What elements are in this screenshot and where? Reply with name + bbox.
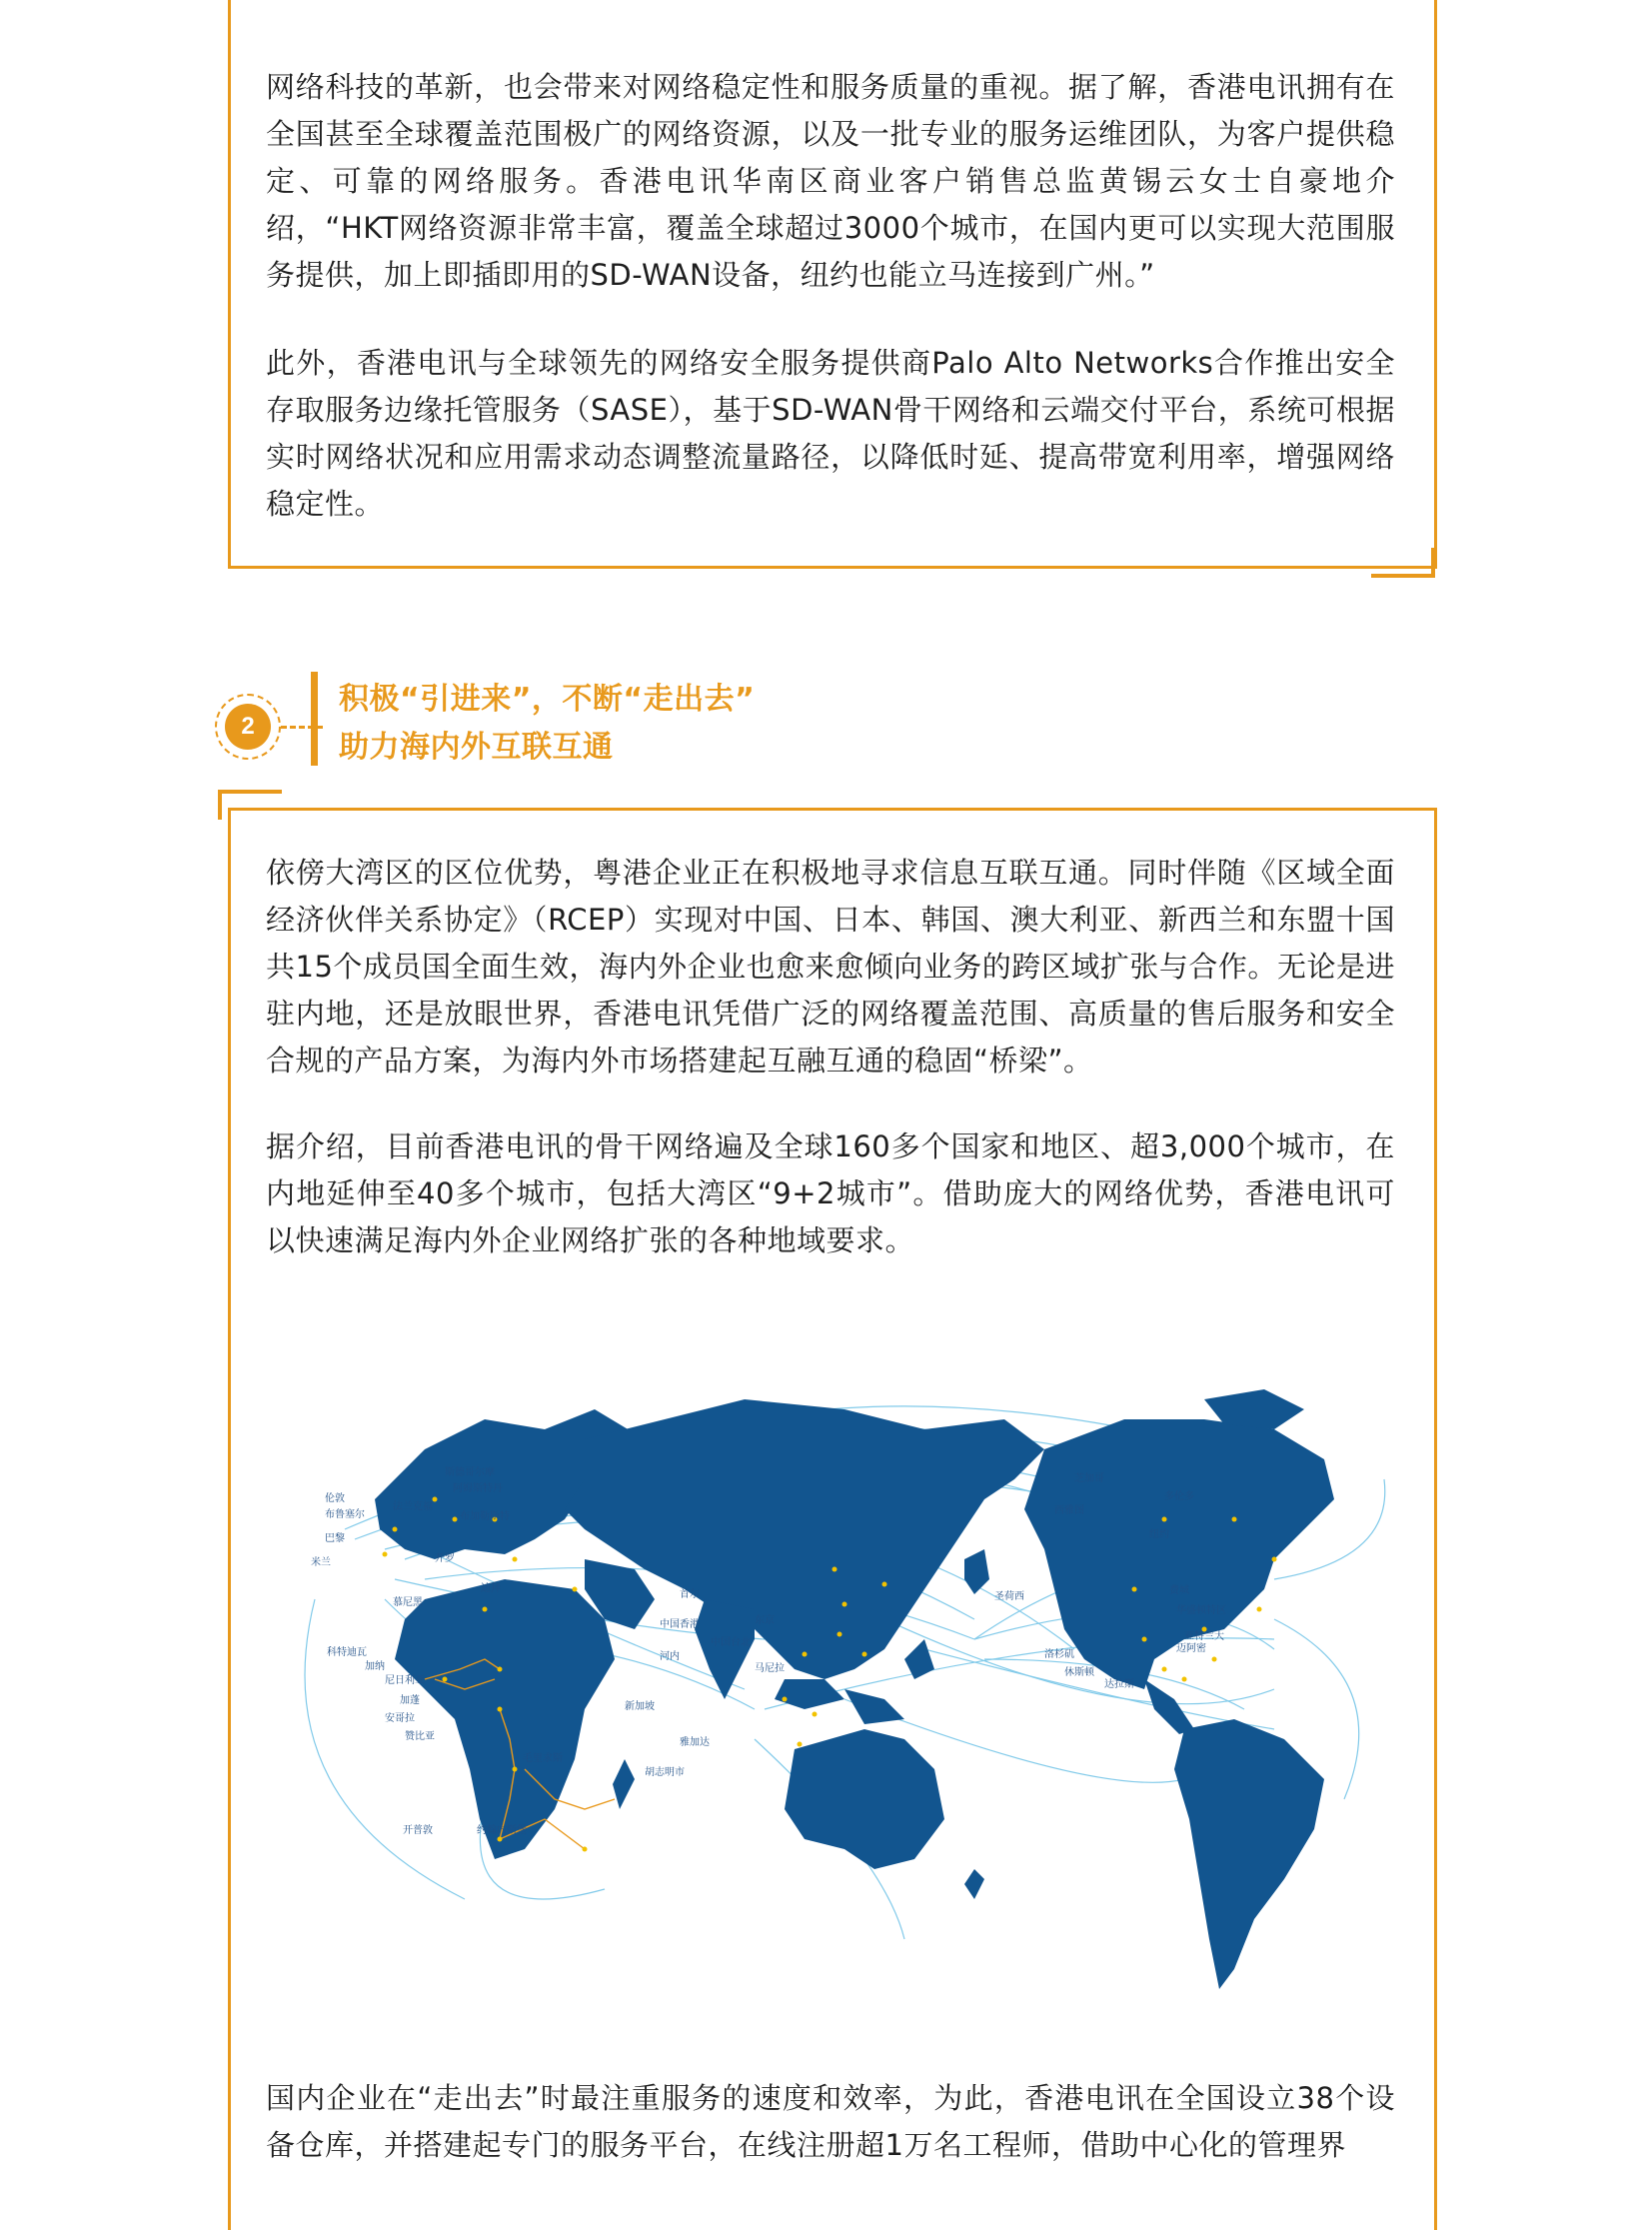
map-label: 多伦多 [1164,1491,1194,1502]
map-label: 慕尼黑 [393,1597,423,1608]
map-label: 东京 [755,1615,775,1626]
map-label: 纽约 [1149,1529,1169,1540]
map-label: 洛杉矶 [1044,1649,1074,1660]
paragraph: 此外，香港电讯与全球领先的网络安全服务提供商Palo Alto Networks合作推出安全存取服务边缘托管服务（SASE），基于SD-WAN骨干网络和云端交付平台，系统可根据实时网络状况和应用需求动态调整流量路径，以降低时延、提高带宽利用率，增强网络稳定性。 [266,346,1395,521]
map-label: 马尼拉 [755,1663,785,1674]
map-label: 斯德哥尔摩 [445,1467,495,1478]
map-label: 中国台北 [711,1637,751,1648]
section-heading [215,672,914,782]
section-title-line1: 积极“引进来”，不断“走出去” [339,682,756,717]
map-label: 赞比亚 [405,1731,435,1742]
heading-accent-bar [311,672,318,766]
paragraph: 网络科技的革新，也会带来对网络稳定性和服务质量的重视。据了解，香港电讯拥有在全国甚至全球覆盖范围极广的网络资源，以及一批专业的服务运维团队，为客户提供稳定、可靠的网络服务。香港电讯华南区商业客户销售总监黄锡云女士自豪地介绍，“HKT网络资源非常丰富，覆盖全球超过3000个城市，在国内更可以实现大范围服务提供，加上即插即用的SD-WAN设备，纽约也能立马连接到广州。” [266,70,1395,292]
map-label: 加蓬 [400,1695,420,1706]
map-label: 达拉斯 [1104,1679,1134,1690]
map-label: 胡志明市 [645,1767,685,1778]
map-label: 开罗 [435,1553,455,1564]
map-label: 费城 [1169,1585,1189,1596]
map-label: 新加坡 [625,1701,655,1712]
box-corner-accent [218,790,222,820]
map-label: 米兰 [311,1557,331,1568]
map-label: 伦敦 [325,1493,345,1504]
map-label: 西雅图 [1054,1505,1084,1516]
map-label: 亚特兰大 [1184,1631,1224,1642]
map-label: 迪拜 [481,1583,501,1594]
paragraph: 据介绍，目前香港电讯的骨干网络遍及全球160多个国家和地区、超3,000个城市，在内地延伸至40多个城市，包括大湾区“9+2城市”。借助庞大的网络优势，香港电讯可以快速满足海内外企业网络扩张的各种地域要求。 [266,1129,1395,1257]
map-label: 巴黎 [325,1533,345,1544]
map-label: 迈阿密 [1176,1643,1206,1654]
map-label: 中国香港 [660,1619,700,1630]
map-label: 首尔 [680,1589,700,1600]
map-label: 圣荷西 [994,1591,1024,1602]
map-label: 毛里求斯 [523,1753,563,1764]
map-label: 芝加哥 [1074,1473,1104,1484]
map-label: 华盛顿特区 [1176,1605,1226,1616]
map-label: 科特迪瓦 [327,1647,367,1658]
map-label: 布鲁塞尔 [325,1509,365,1520]
continents [375,1389,1334,1989]
map-label: 布加勒斯特 [460,1511,510,1522]
section-number-badge [215,694,281,760]
paragraph: 国内企业在“走出去”时最注重服务的速度和效率，为此，香港电讯在全国设立38个设备仓库，并搭建起专门的服务平台，在线注册超1万名工程师，借助中心化的管理界 [266,2081,1395,2162]
map-label: 河内 [660,1651,680,1662]
paragraph: 依傍大湾区的区位优势，粤港企业正在积极地寻求信息互联互通。同时伴随《区域全面经济伙伴关系协定》（RCEP）实现对中国、日本、韩国、澳大利亚、新西兰和东盟十国共15个成员国全面生效，海内外企业也愈来愈倾向业务的跨区域扩张与合作。无论是进驻内地，还是放眼世界，香港电讯凭借广泛的网络覆盖范围、高质量的售后服务和安全合规的产品方案，为海内外市场搭建起互融互通的稳固“桥梁”。 [266,856,1395,1078]
map-label: 加纳 [365,1661,385,1672]
map-label: 休斯顿 [1064,1667,1094,1678]
box-corner-accent [1371,574,1435,578]
section-number: 2 [225,704,271,750]
map-label: 法兰克福 [393,1501,433,1512]
map-label: 安哥拉 [385,1713,415,1724]
map-label: 开普敦 [403,1825,433,1836]
map-label: 尼日利亚 [385,1675,425,1686]
map-label: 阿姆斯特丹 [453,1483,503,1494]
box-corner-accent [218,790,282,794]
world-network-map [285,1379,1394,1999]
section-title-line2: 助力海内外互联互通 [339,730,614,765]
map-label: 约翰内斯堡 [477,1825,527,1836]
map-label: 雅加达 [680,1737,710,1748]
